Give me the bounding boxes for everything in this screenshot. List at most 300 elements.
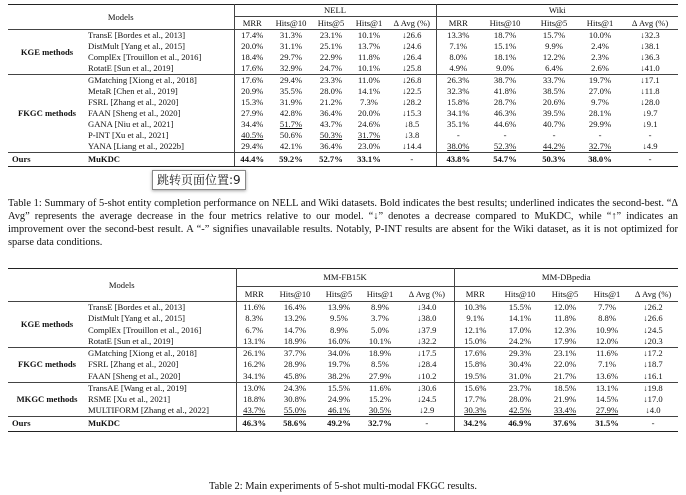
table-row bbox=[8, 336, 678, 348]
metric-cell: - bbox=[598, 130, 602, 140]
metric-cell: 33.4% bbox=[553, 405, 577, 415]
metric-cell: ↓9.1 bbox=[642, 119, 658, 129]
metric-cell: 46.9% bbox=[496, 417, 544, 432]
metric-cell: 29.4% bbox=[270, 75, 312, 87]
metric-cell: 18.1% bbox=[493, 52, 517, 62]
metric-cell: 9.7% bbox=[591, 97, 609, 107]
metric-cell: 15.7% bbox=[530, 30, 578, 42]
metric-cell: 9.1% bbox=[466, 313, 485, 324]
metric-cell: 59.2% bbox=[270, 153, 312, 167]
metric-cell: 8.9% bbox=[330, 324, 348, 335]
metric-cell: 40.7% bbox=[542, 119, 566, 129]
metric-cell: 22.9% bbox=[319, 52, 343, 62]
metric-cell: 58.6% bbox=[272, 417, 318, 432]
ours-label: Ours bbox=[8, 153, 86, 167]
model-name: ComplEx [Trouillon et al., 2016] bbox=[86, 325, 236, 337]
metric-cell: 23.3% bbox=[312, 75, 350, 87]
metric-cell: 42.8% bbox=[279, 108, 303, 118]
metric-cell: 29.9% bbox=[588, 119, 612, 129]
metric-cell: 32.9% bbox=[279, 63, 303, 73]
table-row bbox=[8, 325, 678, 337]
metric-cell: 18.4% bbox=[241, 52, 264, 62]
metric-cell: 18.9% bbox=[360, 348, 400, 360]
metric-cell: 7.1% bbox=[598, 359, 616, 370]
metric-cell: 16.2% bbox=[243, 359, 266, 370]
metric-header: Hits@5 bbox=[551, 288, 579, 299]
metric-cell: 44.6% bbox=[493, 119, 517, 129]
table-1 bbox=[8, 4, 678, 167]
metric-cell: 42.1% bbox=[279, 141, 303, 151]
metric-cell: ↓17.5 bbox=[400, 348, 454, 360]
metric-cell: 14.5% bbox=[595, 393, 619, 404]
metric-header: Hits@10 bbox=[279, 288, 311, 299]
model-name: TransE [Bordes et al., 2013] bbox=[86, 30, 234, 42]
metric-cell: 10.3% bbox=[454, 302, 496, 314]
table-1-caption-text: Table 1: Summary of 5-shot entity completion performance on NELL and Wiki datasets. Bold indicates the best results; underlined indicates the second-best. “Δ Avg” represents the average decrease in the four metrics relative to our model. “↓” denotes a decrease compared to MuKDC, while “↑” indicates an improvement over the second-best result. A “-” signifies unavailable results. Notably, P-INT results are absent for the Wiki dataset, as it is not optimized for sparse data conditions. bbox=[8, 198, 678, 248]
metric-cell: 36.4% bbox=[319, 141, 343, 151]
metric-cell: 11.6% bbox=[236, 302, 272, 314]
metric-cell: 50.3% bbox=[530, 153, 578, 167]
metric-cell: 38.5% bbox=[542, 86, 566, 96]
metric-cell: 11.0% bbox=[350, 75, 388, 87]
metric-cell: 15.5% bbox=[318, 382, 360, 394]
metric-cell: 42.5% bbox=[508, 405, 532, 415]
metric-cell: 18.9% bbox=[283, 336, 307, 346]
metric-header: Hits@1 bbox=[586, 17, 614, 28]
model-name: GMatching [Xiong et al., 2018] bbox=[86, 75, 234, 87]
metric-cell: 43.8% bbox=[436, 153, 480, 167]
model-name: FSRL [Zhang et al., 2020] bbox=[86, 97, 234, 108]
dataset-header-nell: NELL bbox=[234, 5, 436, 17]
metric-cell: 50.6% bbox=[279, 130, 303, 140]
metric-cell: 17.9% bbox=[553, 336, 577, 346]
metric-cell: 15.2% bbox=[368, 393, 392, 404]
metric-cell: 17.6% bbox=[241, 63, 264, 73]
metric-cell: ↓24.6 bbox=[388, 41, 436, 52]
table-1-caption bbox=[8, 197, 678, 249]
metric-cell: 36.4% bbox=[319, 108, 343, 118]
metric-cell: 37.6% bbox=[544, 417, 586, 432]
metric-cell: 26.1% bbox=[236, 348, 272, 360]
metric-cell: - bbox=[388, 153, 436, 167]
metric-cell: ↓18.7 bbox=[643, 359, 663, 370]
metric-cell: ↓14.4 bbox=[388, 141, 436, 153]
metric-cell: 8.3% bbox=[245, 313, 264, 324]
metric-header: MRR bbox=[242, 17, 262, 28]
metric-cell: 13.2% bbox=[283, 313, 307, 324]
metric-cell: ↓38.0 bbox=[400, 313, 454, 325]
metric-cell: ↓34.0 bbox=[400, 302, 454, 314]
metric-cell: 29.4% bbox=[241, 141, 264, 151]
metric-cell: 17.6% bbox=[234, 75, 270, 87]
metric-cell: 17.0% bbox=[508, 324, 532, 335]
metric-cell: 30.5% bbox=[368, 405, 392, 415]
metric-cell: 21.9% bbox=[553, 393, 577, 404]
metric-cell: 31.5% bbox=[586, 417, 628, 432]
metric-cell: 12.0% bbox=[595, 336, 619, 346]
metric-cell: 9.0% bbox=[496, 63, 514, 73]
metric-cell: 35.1% bbox=[447, 119, 470, 129]
model-name: GANA [Niu et al., 2021] bbox=[86, 119, 234, 130]
metric-cell: 31.3% bbox=[270, 30, 312, 42]
metric-cell: 43.7% bbox=[319, 119, 343, 129]
metric-cell: 24.7% bbox=[319, 63, 343, 73]
metric-cell: ↓28.0 bbox=[640, 97, 660, 107]
group-label: MKGC methods bbox=[8, 382, 86, 417]
metric-cell: ↓17.0 bbox=[643, 393, 663, 404]
metric-cell: 13.9% bbox=[318, 302, 360, 314]
models-header: Models bbox=[8, 269, 236, 302]
metric-cell: 27.0% bbox=[588, 86, 612, 96]
metric-cell: 32.3% bbox=[447, 86, 470, 96]
metric-cell: ↓26.6 bbox=[388, 30, 436, 42]
metric-cell: 12.2% bbox=[542, 52, 566, 62]
metric-cell: 28.0% bbox=[508, 393, 532, 404]
metric-cell: 20.0% bbox=[241, 41, 264, 51]
metric-cell: ↓15.3 bbox=[388, 108, 436, 119]
metric-cell: 9.5% bbox=[330, 313, 348, 324]
metric-cell: ↓26.8 bbox=[388, 75, 436, 87]
metric-cell: 30.3% bbox=[464, 405, 487, 415]
table-row bbox=[8, 108, 678, 119]
jump-page-tooltip[interactable]: 跳转页面位置:9 bbox=[152, 170, 246, 190]
metric-cell: ↓16.1 bbox=[643, 370, 663, 381]
metric-cell: 3.7% bbox=[371, 313, 389, 324]
metric-cell: - bbox=[648, 130, 652, 140]
metric-header: Hits@5 bbox=[325, 288, 353, 299]
metric-cell: ↓26.6 bbox=[643, 313, 663, 324]
metric-cell: ↓24.5 bbox=[400, 394, 454, 406]
metric-cell: 49.2% bbox=[318, 417, 360, 432]
metric-cell: 13.0% bbox=[236, 382, 272, 394]
metric-cell: 22.0% bbox=[553, 359, 577, 370]
metric-cell: ↓41.0 bbox=[640, 63, 660, 73]
metric-cell: 41.8% bbox=[493, 86, 517, 96]
table-row bbox=[8, 348, 678, 360]
table-row bbox=[8, 52, 678, 63]
table-row bbox=[8, 313, 678, 325]
metric-cell: ↓26.2 bbox=[628, 302, 678, 314]
table-row bbox=[8, 371, 678, 383]
metric-cell: 38.0% bbox=[578, 153, 622, 167]
metric-cell: ↓17.2 bbox=[628, 348, 678, 360]
metric-cell: 19.7% bbox=[327, 359, 351, 370]
metric-cell: 21.2% bbox=[319, 97, 343, 107]
metric-cell: 34.1% bbox=[243, 370, 266, 381]
metric-cell: 55.0% bbox=[283, 405, 307, 415]
model-name: TransAE [Wang et al., 2019] bbox=[86, 382, 236, 394]
metric-cell: 23.0% bbox=[357, 141, 381, 151]
metric-cell: ↓32.2 bbox=[400, 336, 454, 348]
metric-cell: 19.5% bbox=[464, 370, 487, 381]
model-name: RotatE [Sun et al., 2019] bbox=[86, 63, 234, 75]
metric-cell: 31.0% bbox=[508, 370, 532, 381]
models-header: Models bbox=[8, 5, 234, 30]
metric-cell: 13.6% bbox=[595, 370, 619, 381]
metric-cell: 15.6% bbox=[454, 382, 496, 394]
group-label: KGE methods bbox=[8, 302, 86, 348]
metric-cell: ↓3.8 bbox=[388, 130, 436, 141]
metric-cell: 2.6% bbox=[591, 63, 609, 73]
metric-cell: 15.3% bbox=[241, 97, 264, 107]
table-2 bbox=[8, 268, 678, 432]
metric-header: Hits@5 bbox=[317, 17, 345, 28]
metric-cell: 13.3% bbox=[436, 30, 480, 42]
metric-cell: 46.3% bbox=[493, 108, 517, 118]
metric-cell: 9.9% bbox=[545, 41, 563, 51]
metric-cell: 8.5% bbox=[371, 359, 389, 370]
metric-cell: ↓30.6 bbox=[400, 382, 454, 394]
metric-cell: 14.7% bbox=[283, 324, 307, 335]
model-name: FAAN [Sheng et al., 2020] bbox=[86, 108, 234, 119]
metric-cell: 6.4% bbox=[545, 63, 563, 73]
model-name: MULTIFORM [Zhang et al., 2022] bbox=[86, 405, 236, 417]
metric-cell: 2.3% bbox=[591, 52, 609, 62]
metric-cell: 33.7% bbox=[530, 75, 578, 87]
metric-cell: ↓36.3 bbox=[640, 52, 660, 62]
metric-cell: 11.6% bbox=[360, 382, 400, 394]
metric-cell: 5.0% bbox=[371, 324, 389, 335]
metric-cell: 25.1% bbox=[319, 41, 343, 51]
table-row bbox=[8, 302, 678, 314]
metric-cell: - bbox=[622, 153, 678, 167]
metric-cell: ↓17.1 bbox=[622, 75, 678, 87]
metric-cell: 31.9% bbox=[279, 97, 303, 107]
metric-cell: 52.3% bbox=[493, 141, 517, 151]
metric-cell: - bbox=[400, 417, 454, 432]
metric-cell: 27.9% bbox=[595, 405, 619, 415]
metric-cell: 13.1% bbox=[586, 382, 628, 394]
metric-cell: 15.0% bbox=[464, 336, 487, 346]
table-row bbox=[8, 63, 678, 75]
metric-cell: 23.7% bbox=[496, 382, 544, 394]
group-label: FKGC methods bbox=[8, 348, 86, 383]
ours-row bbox=[8, 417, 678, 432]
metric-cell: - bbox=[503, 130, 507, 140]
metric-cell: 24.2% bbox=[508, 336, 532, 346]
metric-cell: ↓20.3 bbox=[643, 336, 663, 346]
metric-cell: ↓28.2 bbox=[388, 97, 436, 108]
metric-cell: 15.5% bbox=[496, 302, 544, 314]
metric-cell: 10.1% bbox=[357, 63, 381, 73]
metric-cell: 20.0% bbox=[357, 108, 381, 118]
metric-cell: ↓10.2 bbox=[400, 371, 454, 383]
metric-cell: 46.3% bbox=[236, 417, 272, 432]
table-row bbox=[8, 394, 678, 406]
metric-cell: 15.8% bbox=[464, 359, 487, 370]
metric-header: MRR bbox=[465, 288, 485, 299]
metric-header: Hits@10 bbox=[504, 288, 536, 299]
metric-cell: 45.8% bbox=[283, 370, 307, 381]
table-row bbox=[8, 405, 678, 417]
metric-cell: ↓19.8 bbox=[628, 382, 678, 394]
metric-cell: 18.5% bbox=[544, 382, 586, 394]
metric-header: Hits@10 bbox=[275, 17, 307, 28]
metric-cell: 34.1% bbox=[447, 108, 470, 118]
metric-cell: 14.1% bbox=[357, 86, 381, 96]
metric-cell: 34.4% bbox=[241, 119, 264, 129]
ours-model: MuKDC bbox=[86, 153, 234, 167]
metric-cell: 28.1% bbox=[588, 108, 612, 118]
metric-cell: 46.1% bbox=[327, 405, 351, 415]
metric-cell: ↓38.1 bbox=[640, 41, 660, 51]
metric-cell: 40.5% bbox=[241, 130, 264, 140]
model-name: GMatching [Xiong et al., 2018] bbox=[86, 348, 236, 360]
model-name: TransE [Bordes et al., 2013] bbox=[86, 302, 236, 314]
metric-cell: 44.4% bbox=[234, 153, 270, 167]
model-name: RotatE [Sun et al., 2019] bbox=[86, 336, 236, 348]
metric-cell: 21.7% bbox=[553, 370, 577, 381]
metric-cell: - bbox=[628, 417, 678, 432]
metric-cell: 29.7% bbox=[279, 52, 303, 62]
metric-cell: ↓24.5 bbox=[643, 324, 663, 335]
model-name: MetaR [Chen et al., 2019] bbox=[86, 86, 234, 97]
metric-cell: 52.7% bbox=[312, 153, 350, 167]
metric-cell: 31.7% bbox=[357, 130, 381, 140]
metric-cell: 24.3% bbox=[272, 382, 318, 394]
dataset-header-wiki: Wiki bbox=[436, 5, 678, 17]
ours-model: MuKDC bbox=[86, 417, 236, 432]
metric-cell: 13.7% bbox=[357, 41, 381, 51]
ours-label: Ours bbox=[8, 417, 86, 432]
metric-cell: 12.3% bbox=[553, 324, 577, 335]
metric-cell: 11.8% bbox=[358, 52, 380, 62]
metric-cell: 38.0% bbox=[447, 141, 470, 151]
model-name: DistMult [Yang et al., 2015] bbox=[86, 313, 236, 325]
metric-header: Hits@1 bbox=[593, 288, 621, 299]
metric-cell: 32.7% bbox=[588, 141, 612, 151]
metric-cell: 20.9% bbox=[241, 86, 264, 96]
metric-cell: 28.0% bbox=[319, 86, 343, 96]
metric-cell: 26.3% bbox=[436, 75, 480, 87]
metric-cell: 16.0% bbox=[327, 336, 351, 346]
table-row bbox=[8, 75, 678, 87]
metric-cell: 8.9% bbox=[360, 302, 400, 314]
metric-cell: 34.0% bbox=[318, 348, 360, 360]
model-name: YANA [Liang et al., 2022b] bbox=[86, 141, 234, 153]
metric-cell: ↓8.5 bbox=[388, 119, 436, 130]
group-label: KGE methods bbox=[8, 30, 86, 75]
metric-cell: 37.7% bbox=[272, 348, 318, 360]
metric-cell: ↓4.9 bbox=[642, 141, 658, 151]
metric-cell: 7.1% bbox=[449, 41, 468, 51]
dataset-header-mm-dbpedia: MM-DBpedia bbox=[454, 269, 678, 287]
metric-cell: - bbox=[552, 130, 556, 140]
model-name: FSRL [Zhang et al., 2020] bbox=[86, 359, 236, 371]
metric-cell: 28.7% bbox=[493, 97, 517, 107]
metric-cell: 35.5% bbox=[279, 86, 303, 96]
metric-cell: 18.8% bbox=[243, 393, 266, 404]
metric-header: Δ Avg (%) bbox=[634, 288, 672, 299]
metric-cell: 10.9% bbox=[595, 324, 619, 335]
metric-cell: 14.1% bbox=[508, 313, 532, 324]
table-row bbox=[8, 382, 678, 394]
metric-cell: 30.8% bbox=[283, 393, 307, 404]
metric-cell: 27.9% bbox=[241, 108, 264, 118]
metric-cell: 28.9% bbox=[283, 359, 307, 370]
metric-cell: 12.0% bbox=[544, 302, 586, 314]
metric-cell: ↓32.3 bbox=[622, 30, 678, 42]
table-row bbox=[8, 130, 678, 141]
table-2-caption-text: Table 2: Main experiments of 5-shot multi-modal FKGC results. bbox=[209, 481, 477, 492]
metric-cell: 34.2% bbox=[454, 417, 496, 432]
metric-cell: 6.7% bbox=[245, 324, 264, 335]
ours-row bbox=[8, 153, 678, 167]
metric-cell: 4.9% bbox=[449, 63, 468, 73]
metric-cell: ↓4.0 bbox=[645, 405, 661, 415]
metric-header: Hits@10 bbox=[489, 17, 521, 28]
metric-cell: 38.2% bbox=[327, 370, 351, 381]
metric-cell: ↓11.8 bbox=[640, 86, 660, 96]
metric-cell: 18.7% bbox=[480, 30, 530, 42]
metric-cell: 23.1% bbox=[312, 30, 350, 42]
metric-cell: ↓28.4 bbox=[400, 359, 454, 371]
metric-header: MRR bbox=[244, 288, 264, 299]
table-row bbox=[8, 119, 678, 130]
metric-cell: 30.4% bbox=[508, 359, 532, 370]
metric-cell: 39.5% bbox=[542, 108, 566, 118]
metric-cell: 50.3% bbox=[319, 130, 343, 140]
metric-cell: 7.7% bbox=[586, 302, 628, 314]
metric-cell: 8.0% bbox=[449, 52, 468, 62]
metric-header: Δ Avg (%) bbox=[400, 287, 454, 302]
metric-cell: 13.1% bbox=[243, 336, 266, 346]
model-name: RSME [Xu et al., 2021] bbox=[86, 394, 236, 406]
model-name: ComplEx [Trouillon et al., 2016] bbox=[86, 52, 234, 63]
metric-cell: 7.3% bbox=[360, 97, 378, 107]
metric-cell: 8.8% bbox=[598, 313, 616, 324]
metric-cell: 15.1% bbox=[493, 41, 517, 51]
metric-cell: ↓37.9 bbox=[400, 325, 454, 337]
metric-cell: 10.0% bbox=[578, 30, 622, 42]
metric-cell: 51.7% bbox=[279, 119, 303, 129]
metric-cell: 29.3% bbox=[496, 348, 544, 360]
metric-cell: 44.2% bbox=[542, 141, 566, 151]
metric-cell: ↓22.5 bbox=[388, 86, 436, 97]
metric-cell: 24.6% bbox=[357, 119, 381, 129]
metric-cell: 2.4% bbox=[591, 41, 609, 51]
table-row bbox=[8, 141, 678, 153]
metric-header: Hits@5 bbox=[540, 17, 568, 28]
metric-cell: ↓9.7 bbox=[642, 108, 658, 118]
table-row bbox=[8, 359, 678, 371]
metric-cell: 20.6% bbox=[542, 97, 566, 107]
metric-cell: ↓26.4 bbox=[388, 52, 436, 63]
metric-cell: 17.7% bbox=[464, 393, 487, 404]
metric-cell: 32.7% bbox=[360, 417, 400, 432]
metric-cell: 15.8% bbox=[447, 97, 470, 107]
metric-cell: 10.1% bbox=[368, 336, 392, 346]
metric-cell: 38.7% bbox=[480, 75, 530, 87]
metric-cell: - bbox=[456, 130, 460, 140]
metric-cell: 31.1% bbox=[279, 41, 303, 51]
model-name: P-INT [Xu et al., 2021] bbox=[86, 130, 234, 141]
table-row bbox=[8, 86, 678, 97]
table-row bbox=[8, 97, 678, 108]
metric-header: MRR bbox=[448, 17, 468, 28]
metric-cell: 43.7% bbox=[243, 405, 266, 415]
metric-cell: 24.9% bbox=[327, 393, 351, 404]
model-name: DistMult [Yang et al., 2015] bbox=[86, 41, 234, 52]
metric-cell: 17.6% bbox=[454, 348, 496, 360]
metric-cell: 16.4% bbox=[272, 302, 318, 314]
metric-cell: ↓2.9 bbox=[400, 405, 454, 417]
metric-cell: 11.6% bbox=[586, 348, 628, 360]
metric-header: Δ Avg (%) bbox=[631, 17, 669, 28]
group-label: FKGC methods bbox=[8, 75, 86, 153]
metric-cell: 19.7% bbox=[578, 75, 622, 87]
table-row bbox=[8, 30, 678, 42]
